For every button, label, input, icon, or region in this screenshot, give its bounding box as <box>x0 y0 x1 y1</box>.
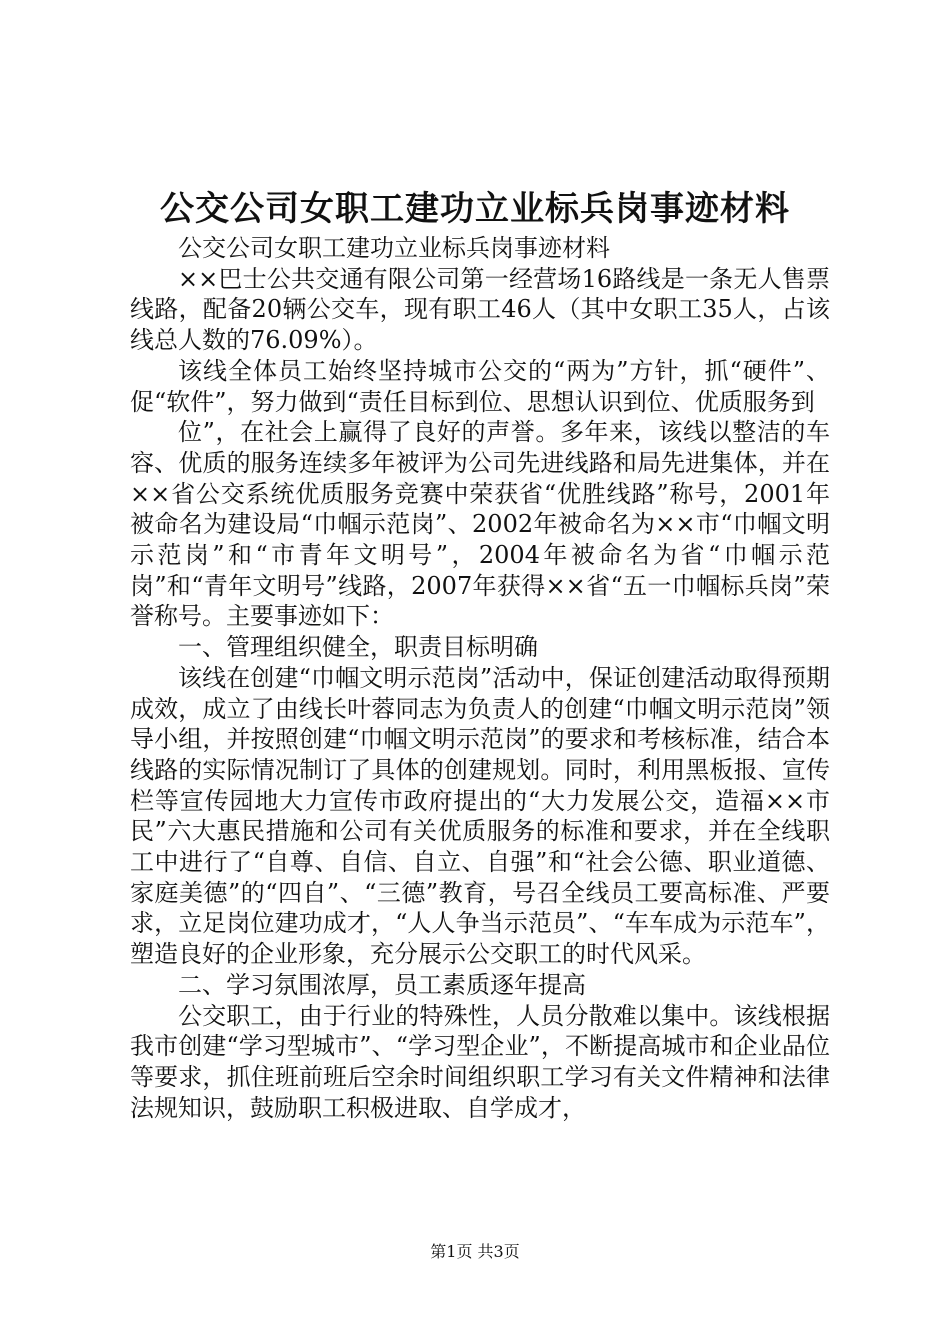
paragraph-intro: ××巴士公共交通有限公司第一经营场16路线是一条无人售票线路，配备20辆公交车，现有职工46人（其中女职工35人，占该线总人数的76.09%）。 <box>130 264 830 355</box>
paragraph-management: 该线在创建“巾帼文明示范岗”活动中，保证创建活动取得预期成效，成立了由线长叶蓉同志为负责人的创建“巾帼文明示范岗”领导小组，并按照创建“巾帼文明示范岗”的要求和考核标准，结合本线路的实际情况制订了具体的创建规划。同时，利用黑板报、宣传栏等宣传园地大力宣传市政府提出的“大力发展公交，造福××市民”六大惠民措施和公司有关优质服务的标准和要求，并在全线职工中进行了“自尊、自信、自立、自强”和“社会公德、职业道德、家庭美德”的“四自”、“三德”教育，号召全线员工要高标准、严要求，立足岗位建功成才，“人人争当示范员”、“车车成为示范车”，塑造良好的企业形象，充分展示公交职工的时代风采。 <box>130 663 830 969</box>
paragraph-learning: 公交职工，由于行业的特殊性，人员分散难以集中。该线根据我市创建“学习型城市”、“学习型企业”，不断提高城市和企业品位等要求，抓住班前班后空余时间组织职工学习有关文件精神和法律法规知识，鼓励职工积极进取、自学成才， <box>130 1001 830 1122</box>
document-title: 公交公司女职工建功立业标兵岗事迹材料 <box>160 189 790 229</box>
section-heading-1: 一、管理组织健全，职责目标明确 <box>178 633 538 662</box>
section-heading-2: 二、学习氛围浓厚，员工素质逐年提高 <box>178 970 586 999</box>
paragraph-honors: 位”，在社会上赢得了良好的声誉。多年来，该线以整洁的车容、优质的服务连续多年被评为公司先进线路和局先进集体，并在××省公交系统优质服务竞赛中荣获省“优胜线路”称号，2001年被命名为建设局“巾帼示范岗”、2002年被命名为××市“巾帼文明示范岗”和“市青年文明号”，2004年被命名为省“巾帼示范岗”和“青年文明号”线路，2007年获得××省“五一巾帼标兵岗”荣誉称号。主要事迹如下： <box>130 418 830 631</box>
paragraph-subtitle: 公交公司女职工建功立业标兵岗事迹材料 <box>178 234 610 262</box>
paragraph-principles: 该线全体员工始终坚持城市公交的“两为”方针，抓“硬件”、促“软件”，努力做到“责任目标到位、思想认识到位、优质服务到 <box>130 356 830 416</box>
document-body <box>130 233 830 1123</box>
page-footer: 第1页 共3页 <box>430 1242 520 1261</box>
